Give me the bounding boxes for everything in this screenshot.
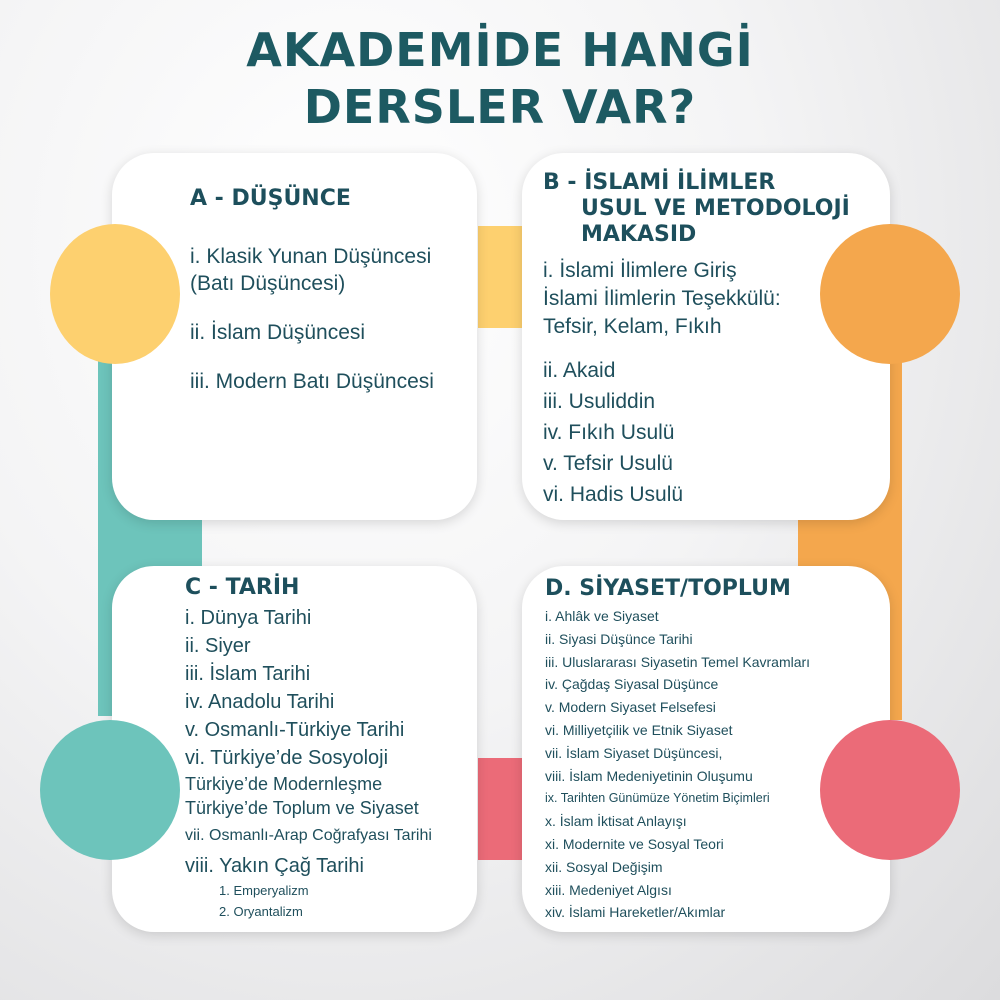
section-c-list [185,604,432,922]
list-item: (Batı Düşüncesi) [190,272,346,295]
red-connector-bar [478,758,523,860]
list-item: vi. Milliyetçilik ve Etnik Siyaset [545,721,733,738]
list-item: vii. İslam Siyaset Düşüncesi, [545,744,723,761]
list-item: iii. Modern Batı Düşüncesi [190,370,434,393]
section-b-title-line-1: B - İSLAMİ İLİMLER [543,170,776,195]
section-a-title: A - DÜŞÜNCE [190,186,351,211]
list-subitem: 2. Oryantalizm [219,904,303,919]
list-item: v. Osmanlı-Türkiye Tarihi [185,719,405,741]
page-title [0,22,1000,136]
list-item: iv. Çağdaş Siyasal Düşünce [545,676,719,693]
list-item: v. Tefsir Usulü [543,452,673,475]
section-b-title [543,170,850,248]
list-item: i. İslami İlimlere Giriş [543,259,737,282]
list-item: ii. Siyasi Düşünce Tarihi [545,630,693,647]
section-d-title: D. SİYASET/TOPLUM [545,576,791,601]
list-item: i. Ahlâk ve Siyaset [545,608,659,624]
list-item: vii. Osmanlı-Arap Coğrafyası Tarihi [185,827,432,844]
section-b-title-line-3: MAKASID [581,222,697,247]
list-item: i. Dünya Tarihi [185,607,312,629]
list-item: xi. Modernite ve Sosyal Teori [545,835,724,852]
list-item: xii. Sosyal Değişim [545,858,663,875]
list-item: xiii. Medeniyet Algısı [545,881,672,898]
teal-circle-decor [40,720,180,860]
section-b-title-line-2: USUL VE METODOLOJİ [581,196,850,221]
page-title-line-2: DERSLER VAR? [303,80,697,134]
list-item: i. Klasik Yunan Düşüncesi [190,245,432,268]
list-item: Türkiye’de Toplum ve Siyaset [185,798,419,818]
list-item: vi. Hadis Usulü [543,483,684,506]
list-item: viii. Yakın Çağ Tarihi [185,855,364,877]
list-item: x. İslam İktisat Anlayışı [545,813,687,830]
list-subitem: 1. Emperyalizm [219,883,309,898]
list-item: v. Modern Siyaset Felsefesi [545,699,716,716]
list-item: ii. Siyer [185,635,251,657]
list-item: iv. Fıkıh Usulü [543,421,675,444]
list-item: iii. İslam Tarihi [185,663,311,685]
list-item: Türkiye’de Modernleşme [185,774,383,794]
page-title-line-1: AKADEMİDE HANGİ [246,23,754,77]
list-item: ii. Akaid [543,359,616,382]
section-a-list [190,243,434,395]
yellow-circle-decor [50,224,180,364]
yellow-connector-bar [478,226,523,328]
list-item: iii. Uluslararası Siyasetin Temel Kavramları [545,653,811,670]
list-item: İslami İlimlerin Teşekkülü: [543,287,781,310]
section-b-list [543,257,781,510]
list-item: iii. Usuliddin [543,390,656,413]
list-item: vi. Türkiye’de Sosyoloji [185,747,389,769]
red-circle-decor [820,720,960,860]
list-item: viii. İslam Medeniyetinin Oluşumu [545,767,753,784]
list-item: iv. Anadolu Tarihi [185,691,335,713]
list-item: Tefsir, Kelam, Fıkıh [543,315,722,338]
list-item: ix. Tarihten Günümüze Yönetim Biçimleri [545,791,770,806]
section-c-title: C - TARİH [185,575,300,600]
list-item: ii. İslam Düşüncesi [190,321,366,344]
section-d-list [545,605,810,924]
list-item: xiv. İslami Hareketler/Akımlar [545,904,726,921]
